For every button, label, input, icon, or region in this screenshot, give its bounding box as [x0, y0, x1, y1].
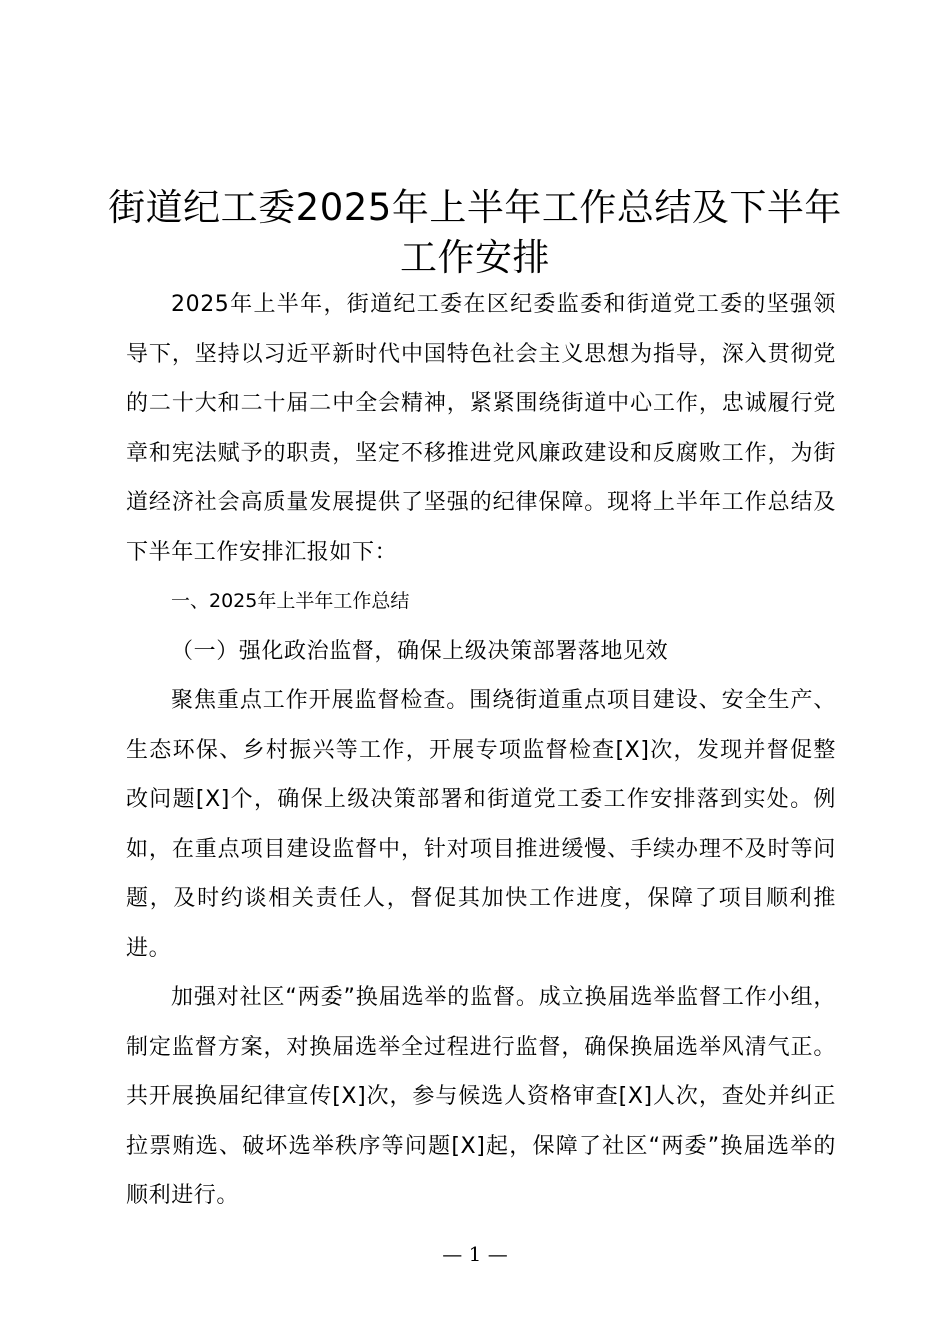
document-title	[100, 183, 850, 283]
body-paragraph-2: 加强对社区“两委”换届选举的监督。成立换届选举监督工作小组，制定监督方案，对换届选举全过程进行监督，确保换届选举风清气正。共开展换届纪律宣传[X]次，参与候选人资格审查[X]人次，查处并纠正拉票贿选、破坏选举秩序等问题[X]起，保障了社区“两委”换届选举的顺利进行。	[126, 985, 836, 1208]
title-line-1: 街道纪工委2025年上半年工作总结及下半年	[108, 186, 842, 229]
intro-paragraph: 2025年上半年，街道纪工委在区纪委监委和街道党工委的坚强领导下，坚持以习近平新时代中国特色社会主义思想为指导，深入贯彻党的二十大和二十届二中全会精神，紧紧围绕街道中心工作，忠诚履行党章和宪法赋予的职责，坚定不移推进党风廉政建设和反腐败工作，为街道经济社会高质量发展提供了坚强的纪律保障。现将上半年工作总结及下半年工作安排汇报如下：	[126, 292, 836, 565]
title-line-2: 工作安排	[400, 236, 550, 279]
section-heading: 一、2025年上半年工作总结	[171, 590, 410, 612]
body-paragraph-1: 聚焦重点工作开展监督检查。围绕街道重点项目建设、安全生产、生态环保、乡村振兴等工作，开展专项监督检查[X]次，发现并督促整改问题[X]个，确保上级决策部署和街道党工委工作安排落到实处。例如，在重点项目建设监督中，针对项目推进缓慢、手续办理不及时等问题，及时约谈相关责任人，督促其加快工作进度，保障了项目顺利推进。	[126, 688, 836, 961]
subsection-heading: （一）强化政治监督，确保上级决策部署落地见效	[171, 638, 669, 664]
page-number: — 1 —	[442, 1242, 508, 1266]
document-body	[126, 280, 836, 1221]
